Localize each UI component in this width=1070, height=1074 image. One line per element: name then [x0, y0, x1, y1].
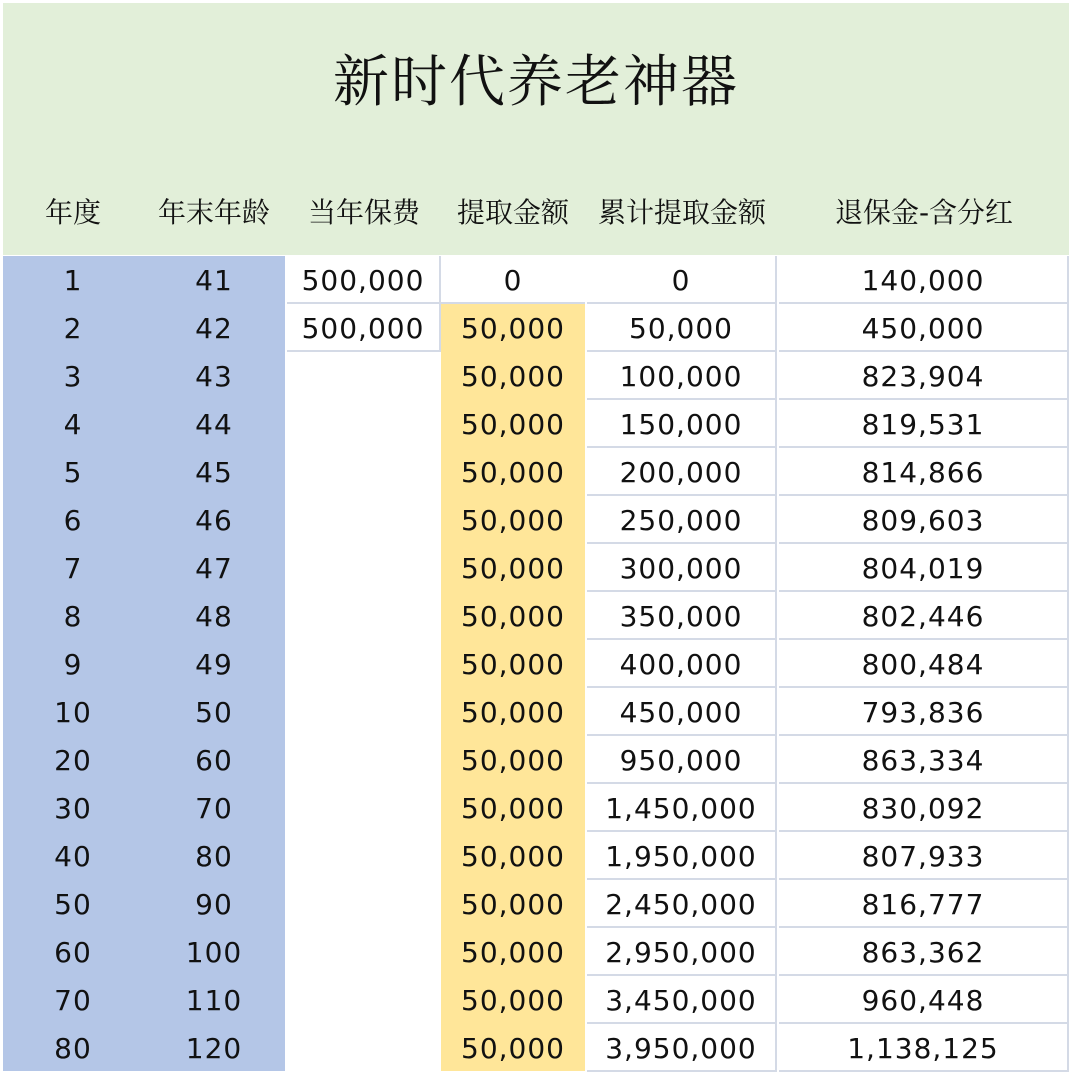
surrender-cell: 816,777: [779, 880, 1069, 928]
premium-cell: [287, 496, 441, 543]
surrender-cell: 830,092: [779, 784, 1069, 832]
age-cell: 41: [195, 264, 233, 297]
table-row: [3, 880, 1069, 928]
table-row: [3, 304, 1069, 352]
premium-cell: [287, 688, 441, 735]
year-cell: 50: [54, 888, 92, 921]
age-cell: 47: [195, 552, 233, 585]
surrender-cell: 814,866: [779, 448, 1069, 496]
premium-cell: [287, 976, 441, 1023]
surrender-cell: 823,904: [779, 352, 1069, 400]
year-cell: 80: [54, 1032, 92, 1065]
withdrawal-cell: 50,000: [461, 888, 565, 921]
cumulative-cell: 2,950,000: [587, 928, 777, 976]
year-cell: 1: [63, 264, 83, 297]
cumulative-cell: 150,000: [587, 400, 777, 448]
withdrawal-cell: 50,000: [461, 408, 565, 441]
cumulative-cell: 950,000: [587, 736, 777, 784]
age-cell: 80: [195, 840, 233, 873]
table-row: [3, 544, 1069, 592]
header-band: [3, 3, 1069, 255]
withdrawal-cell: 50,000: [461, 1032, 565, 1065]
surrender-cell: 1,138,125: [779, 1024, 1069, 1072]
withdrawal-cell: 50,000: [461, 840, 565, 873]
withdrawal-cell: 50,000: [461, 696, 565, 729]
cumulative-cell: 450,000: [587, 688, 777, 736]
premium-cell: [287, 832, 441, 879]
cumulative-cell: 3,450,000: [587, 976, 777, 1024]
premium-cell: [287, 592, 441, 639]
table-row: [3, 784, 1069, 832]
age-cell: 110: [185, 984, 243, 1017]
withdrawal-cell: 50,000: [461, 936, 565, 969]
withdrawal-cell: 50,000: [461, 456, 565, 489]
surrender-cell: 802,446: [779, 592, 1069, 640]
cumulative-cell: 200,000: [587, 448, 777, 496]
cumulative-cell: 1,950,000: [587, 832, 777, 880]
withdrawal-cell: 50,000: [461, 648, 565, 681]
cumulative-cell: 3,950,000: [587, 1024, 777, 1072]
table-row: [3, 496, 1069, 544]
table-row: [3, 448, 1069, 496]
year-cell: 8: [63, 600, 83, 633]
withdrawal-cell: 50,000: [461, 600, 565, 633]
premium-cell: [287, 544, 441, 591]
age-cell: 90: [195, 888, 233, 921]
table-row: [3, 736, 1069, 784]
spreadsheet: [3, 3, 1069, 1071]
premium-cell: [287, 400, 441, 447]
age-cell: 48: [195, 600, 233, 633]
year-cell: 4: [63, 408, 83, 441]
surrender-cell: 140,000: [779, 256, 1069, 304]
table-row: [3, 928, 1069, 976]
premium-cell: [287, 784, 441, 831]
withdrawal-cell: 50,000: [461, 504, 565, 537]
premium-cell: [287, 352, 441, 399]
age-cell: 120: [185, 1032, 243, 1065]
year-cell: 6: [63, 504, 83, 537]
cumulative-cell: 300,000: [587, 544, 777, 592]
table-row: [3, 352, 1069, 400]
withdrawal-cell: 50,000: [461, 552, 565, 585]
premium-cell: 500,000: [287, 256, 441, 304]
premium-cell: [287, 448, 441, 495]
table-row: [3, 256, 1069, 304]
year-cell: 10: [54, 696, 92, 729]
cumulative-cell: 100,000: [587, 352, 777, 400]
surrender-cell: 807,933: [779, 832, 1069, 880]
cumulative-cell: 400,000: [587, 640, 777, 688]
surrender-cell: 863,362: [779, 928, 1069, 976]
year-cell: 7: [63, 552, 83, 585]
year-cell: 40: [54, 840, 92, 873]
table-body: [3, 256, 1069, 1072]
year-cell: 20: [54, 744, 92, 777]
year-cell: 2: [63, 312, 83, 345]
withdrawal-cell: 50,000: [461, 984, 565, 1017]
cumulative-cell: 50,000: [587, 304, 777, 352]
age-cell: 44: [195, 408, 233, 441]
premium-cell: [287, 880, 441, 927]
age-cell: 60: [195, 744, 233, 777]
age-cell: 100: [185, 936, 243, 969]
year-cell: 70: [54, 984, 92, 1017]
surrender-cell: 819,531: [779, 400, 1069, 448]
table-row: [3, 1024, 1069, 1072]
table-row: [3, 832, 1069, 880]
cumulative-cell: 250,000: [587, 496, 777, 544]
year-cell: 30: [54, 792, 92, 825]
withdrawal-cell: 50,000: [461, 744, 565, 777]
table-row: [3, 640, 1069, 688]
table-row: [3, 592, 1069, 640]
column-header-age: 年末年龄: [157, 196, 270, 229]
surrender-cell: 800,484: [779, 640, 1069, 688]
cumulative-cell: 0: [587, 256, 777, 304]
column-header-year: 年度: [44, 196, 101, 229]
page-title: 新时代养老神器: [333, 50, 739, 115]
column-header-surrender: 退保金-含分红: [834, 196, 1014, 229]
table-row: [3, 688, 1069, 736]
withdrawal-cell: 50,000: [461, 360, 565, 393]
premium-cell: 500,000: [287, 304, 441, 352]
premium-cell: [287, 1024, 441, 1071]
premium-cell: [287, 640, 441, 687]
age-cell: 50: [195, 696, 233, 729]
year-cell: 3: [63, 360, 83, 393]
year-cell: 60: [54, 936, 92, 969]
column-header-row: [3, 183, 1069, 243]
surrender-cell: 793,836: [779, 688, 1069, 736]
withdrawal-cell: 0: [441, 256, 585, 304]
surrender-cell: 804,019: [779, 544, 1069, 592]
cumulative-cell: 2,450,000: [587, 880, 777, 928]
surrender-cell: 809,603: [779, 496, 1069, 544]
age-cell: 46: [195, 504, 233, 537]
table-row: [3, 400, 1069, 448]
surrender-cell: 863,334: [779, 736, 1069, 784]
withdrawal-cell: 50,000: [461, 312, 565, 345]
surrender-cell: 960,448: [779, 976, 1069, 1024]
table-row: [3, 976, 1069, 1024]
column-header-withdrawal: 提取金额: [456, 196, 569, 229]
age-cell: 49: [195, 648, 233, 681]
cumulative-cell: 1,450,000: [587, 784, 777, 832]
column-header-cumulative: 累计提取金额: [597, 196, 766, 229]
age-cell: 43: [195, 360, 233, 393]
cumulative-cell: 350,000: [587, 592, 777, 640]
age-cell: 70: [195, 792, 233, 825]
withdrawal-cell: 50,000: [461, 792, 565, 825]
year-cell: 9: [63, 648, 83, 681]
premium-cell: [287, 736, 441, 783]
column-header-premium: 当年保费: [307, 196, 420, 229]
age-cell: 42: [195, 312, 233, 345]
age-cell: 45: [195, 456, 233, 489]
surrender-cell: 450,000: [779, 304, 1069, 352]
premium-cell: [287, 928, 441, 975]
year-cell: 5: [63, 456, 83, 489]
